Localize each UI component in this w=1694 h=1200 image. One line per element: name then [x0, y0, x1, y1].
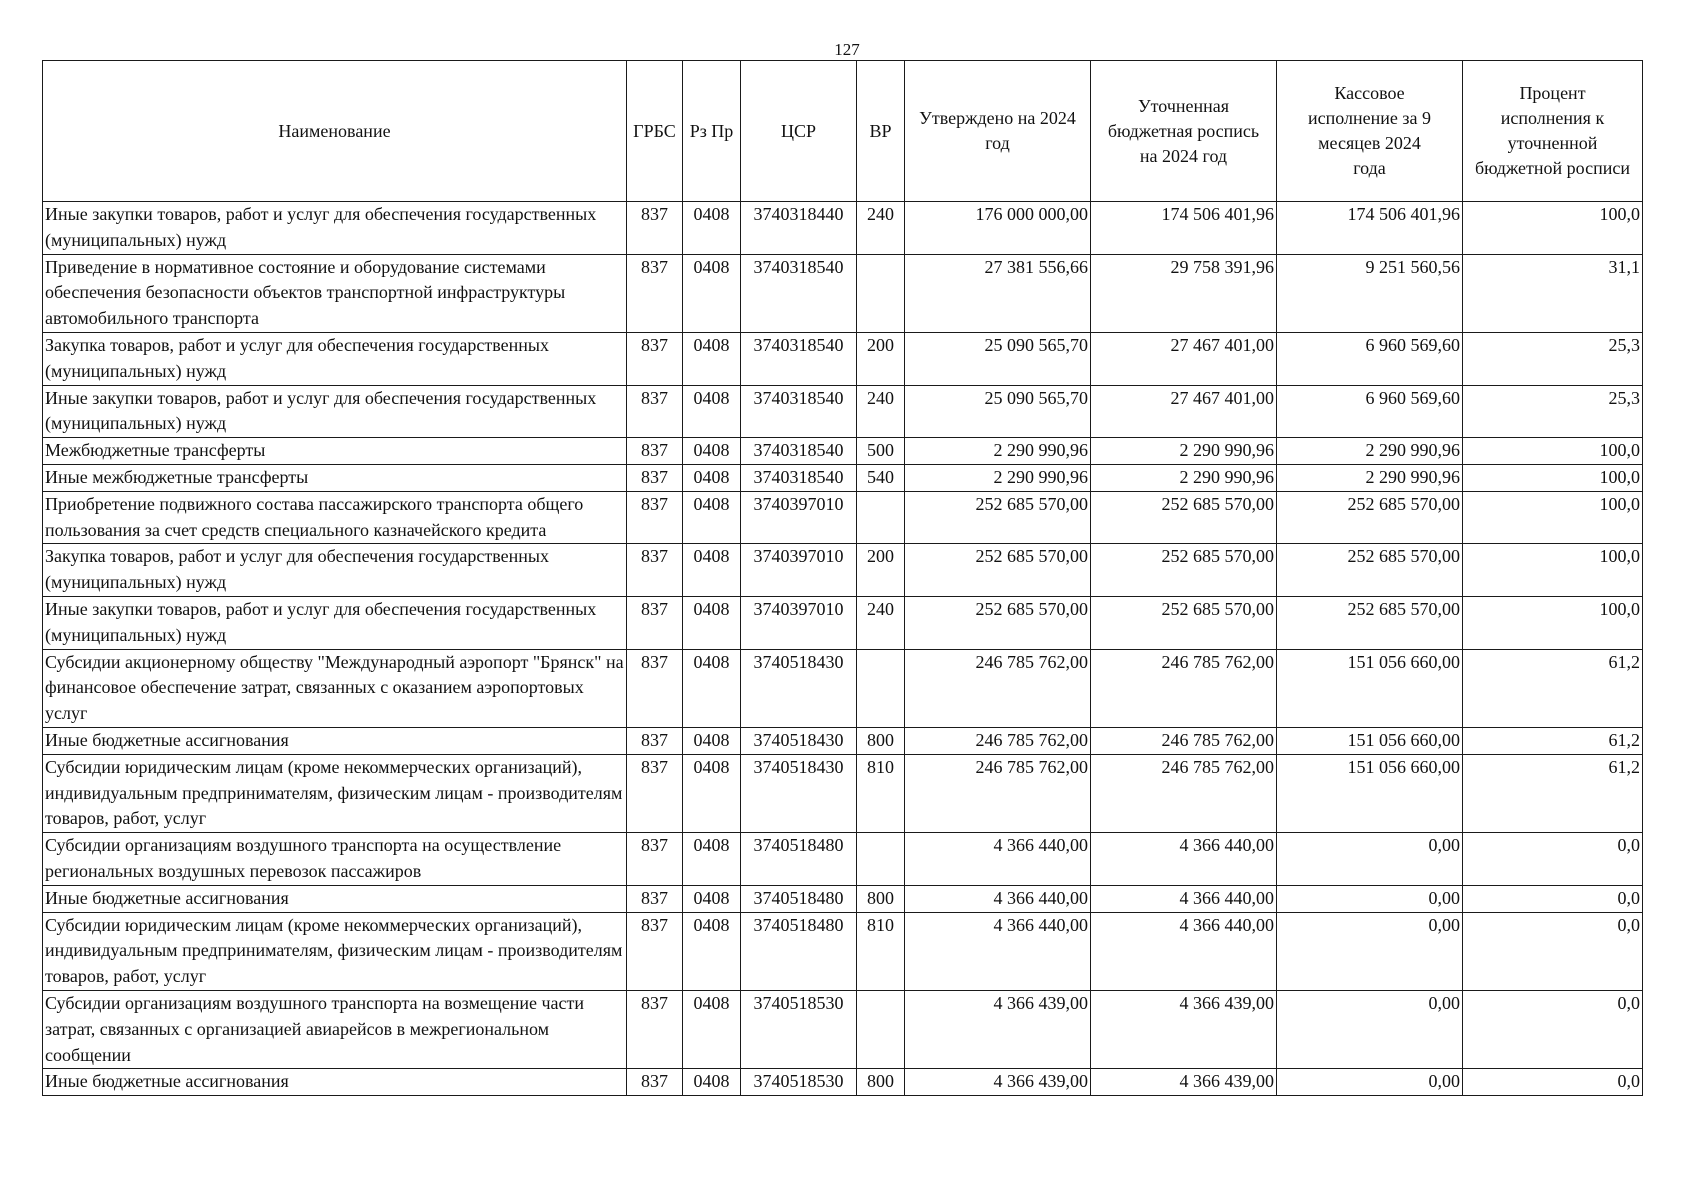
row-vr	[857, 649, 905, 727]
row-rzpr: 0408	[683, 754, 741, 832]
row-name: Иные межбюджетные трансферты	[43, 464, 627, 491]
header-csr: ЦСР	[741, 61, 857, 202]
row-grbs: 837	[627, 202, 683, 255]
row-vr: 240	[857, 596, 905, 649]
row-name: Субсидии акционерному обществу "Международный аэропорт "Брянск" на финансовое обеспечение затрат, связанных с оказанием аэропортовых услуг	[43, 649, 627, 727]
budget-execution-table	[42, 60, 1643, 1096]
row-approved: 4 366 440,00	[905, 833, 1091, 886]
row-rzpr: 0408	[683, 649, 741, 727]
row-cash: 151 056 660,00	[1277, 649, 1463, 727]
table-row	[43, 1069, 1643, 1096]
row-vr: 240	[857, 385, 905, 438]
row-percent: 100,0	[1463, 438, 1643, 465]
row-rzpr: 0408	[683, 332, 741, 385]
row-cash: 151 056 660,00	[1277, 754, 1463, 832]
row-csr: 3740518480	[741, 912, 857, 990]
row-refined: 4 366 439,00	[1091, 990, 1277, 1068]
row-name: Субсидии юридическим лицам (кроме некоммерческих организаций), индивидуальным предпринимателям, физическим лицам - производителям товаров, работ, услуг	[43, 912, 627, 990]
page-number: 127	[834, 40, 860, 59]
table-row	[43, 385, 1643, 438]
row-grbs: 837	[627, 464, 683, 491]
row-percent: 0,0	[1463, 885, 1643, 912]
row-grbs: 837	[627, 596, 683, 649]
table-row	[43, 254, 1643, 332]
row-cash: 174 506 401,96	[1277, 202, 1463, 255]
row-percent: 0,0	[1463, 990, 1643, 1068]
row-name: Иные бюджетные ассигнования	[43, 885, 627, 912]
row-refined: 252 685 570,00	[1091, 491, 1277, 544]
row-rzpr: 0408	[683, 544, 741, 597]
row-approved: 2 290 990,96	[905, 464, 1091, 491]
row-rzpr: 0408	[683, 438, 741, 465]
row-approved: 25 090 565,70	[905, 385, 1091, 438]
row-rzpr: 0408	[683, 254, 741, 332]
header-row	[43, 61, 1643, 202]
row-refined: 29 758 391,96	[1091, 254, 1277, 332]
row-name: Иные бюджетные ассигнования	[43, 727, 627, 754]
row-vr: 810	[857, 754, 905, 832]
row-name: Приведение в нормативное состояние и оборудование системами обеспечения безопасности объектов транспортной инфраструктуры автомобильного транспорта	[43, 254, 627, 332]
header-vr: ВР	[857, 61, 905, 202]
row-csr: 3740318540	[741, 438, 857, 465]
row-cash: 2 290 990,96	[1277, 464, 1463, 491]
table-row	[43, 912, 1643, 990]
header-percent: Процент исполнения к уточненной бюджетной росписи	[1463, 61, 1643, 202]
row-percent: 100,0	[1463, 544, 1643, 597]
table-row	[43, 727, 1643, 754]
row-name: Субсидии юридическим лицам (кроме некоммерческих организаций), индивидуальным предпринимателям, физическим лицам - производителям товаров, работ, услуг	[43, 754, 627, 832]
table-row	[43, 754, 1643, 832]
row-percent: 100,0	[1463, 202, 1643, 255]
row-vr: 200	[857, 544, 905, 597]
row-vr: 800	[857, 727, 905, 754]
row-cash: 151 056 660,00	[1277, 727, 1463, 754]
row-refined: 2 290 990,96	[1091, 438, 1277, 465]
table-row	[43, 544, 1643, 597]
row-vr: 800	[857, 885, 905, 912]
row-approved: 252 685 570,00	[905, 544, 1091, 597]
row-rzpr: 0408	[683, 385, 741, 438]
row-percent: 61,2	[1463, 727, 1643, 754]
row-approved: 246 785 762,00	[905, 754, 1091, 832]
row-rzpr: 0408	[683, 885, 741, 912]
row-csr: 3740318540	[741, 254, 857, 332]
row-csr: 3740397010	[741, 544, 857, 597]
row-refined: 246 785 762,00	[1091, 727, 1277, 754]
row-name: Приобретение подвижного состава пассажирского транспорта общего пользования за счет средств специального казначейского кредита	[43, 491, 627, 544]
row-approved: 252 685 570,00	[905, 491, 1091, 544]
row-cash: 6 960 569,60	[1277, 332, 1463, 385]
row-grbs: 837	[627, 438, 683, 465]
row-percent: 100,0	[1463, 491, 1643, 544]
row-approved: 176 000 000,00	[905, 202, 1091, 255]
row-approved: 4 366 440,00	[905, 912, 1091, 990]
row-csr: 3740318540	[741, 385, 857, 438]
row-cash: 0,00	[1277, 885, 1463, 912]
row-approved: 4 366 439,00	[905, 990, 1091, 1068]
table-row	[43, 438, 1643, 465]
row-percent: 0,0	[1463, 912, 1643, 990]
row-percent: 100,0	[1463, 464, 1643, 491]
row-refined: 246 785 762,00	[1091, 754, 1277, 832]
row-percent: 25,3	[1463, 385, 1643, 438]
table-row	[43, 833, 1643, 886]
row-cash: 2 290 990,96	[1277, 438, 1463, 465]
row-cash: 9 251 560,56	[1277, 254, 1463, 332]
row-percent: 61,2	[1463, 649, 1643, 727]
table-row	[43, 464, 1643, 491]
row-vr: 540	[857, 464, 905, 491]
row-name: Закупка товаров, работ и услуг для обеспечения государственных (муниципальных) нужд	[43, 544, 627, 597]
row-csr: 3740518480	[741, 833, 857, 886]
header-grbs: ГРБС	[627, 61, 683, 202]
row-refined: 27 467 401,00	[1091, 332, 1277, 385]
row-vr	[857, 833, 905, 886]
row-csr: 3740518530	[741, 1069, 857, 1096]
row-percent: 31,1	[1463, 254, 1643, 332]
row-approved: 27 381 556,66	[905, 254, 1091, 332]
row-name: Субсидии организациям воздушного транспорта на осуществление региональных воздушных перевозок пассажиров	[43, 833, 627, 886]
row-cash: 0,00	[1277, 833, 1463, 886]
row-grbs: 837	[627, 254, 683, 332]
row-refined: 174 506 401,96	[1091, 202, 1277, 255]
row-rzpr: 0408	[683, 912, 741, 990]
row-rzpr: 0408	[683, 491, 741, 544]
row-grbs: 837	[627, 990, 683, 1068]
row-grbs: 837	[627, 754, 683, 832]
row-grbs: 837	[627, 649, 683, 727]
row-grbs: 837	[627, 885, 683, 912]
row-name: Иные закупки товаров, работ и услуг для обеспечения государственных (муниципальных) нужд	[43, 202, 627, 255]
row-name: Закупка товаров, работ и услуг для обеспечения государственных (муниципальных) нужд	[43, 332, 627, 385]
row-approved: 25 090 565,70	[905, 332, 1091, 385]
row-name: Иные закупки товаров, работ и услуг для обеспечения государственных (муниципальных) нужд	[43, 385, 627, 438]
row-approved: 4 366 440,00	[905, 885, 1091, 912]
row-grbs: 837	[627, 727, 683, 754]
row-csr: 3740518530	[741, 990, 857, 1068]
row-rzpr: 0408	[683, 990, 741, 1068]
row-refined: 27 467 401,00	[1091, 385, 1277, 438]
row-approved: 246 785 762,00	[905, 649, 1091, 727]
row-rzpr: 0408	[683, 727, 741, 754]
row-vr: 500	[857, 438, 905, 465]
row-csr: 3740518430	[741, 727, 857, 754]
row-percent: 100,0	[1463, 596, 1643, 649]
row-refined: 4 366 439,00	[1091, 1069, 1277, 1096]
row-grbs: 837	[627, 1069, 683, 1096]
table-row	[43, 202, 1643, 255]
row-refined: 4 366 440,00	[1091, 885, 1277, 912]
row-refined: 2 290 990,96	[1091, 464, 1277, 491]
row-percent: 0,0	[1463, 833, 1643, 886]
row-rzpr: 0408	[683, 833, 741, 886]
row-cash: 252 685 570,00	[1277, 596, 1463, 649]
table-row	[43, 990, 1643, 1068]
row-cash: 252 685 570,00	[1277, 544, 1463, 597]
table-row	[43, 885, 1643, 912]
row-cash: 0,00	[1277, 990, 1463, 1068]
row-vr	[857, 254, 905, 332]
row-name: Иные бюджетные ассигнования	[43, 1069, 627, 1096]
row-csr: 3740318540	[741, 464, 857, 491]
row-grbs: 837	[627, 385, 683, 438]
row-vr	[857, 990, 905, 1068]
row-csr: 3740318440	[741, 202, 857, 255]
table-row	[43, 491, 1643, 544]
row-percent: 61,2	[1463, 754, 1643, 832]
row-percent: 0,0	[1463, 1069, 1643, 1096]
row-grbs: 837	[627, 912, 683, 990]
row-name: Субсидии организациям воздушного транспорта на возмещение части затрат, связанных с организацией авиарейсов в межрегиональном сообщении	[43, 990, 627, 1068]
row-csr: 3740397010	[741, 596, 857, 649]
row-refined: 252 685 570,00	[1091, 596, 1277, 649]
row-grbs: 837	[627, 491, 683, 544]
row-vr: 810	[857, 912, 905, 990]
row-vr: 800	[857, 1069, 905, 1096]
table-row	[43, 596, 1643, 649]
row-cash: 6 960 569,60	[1277, 385, 1463, 438]
header-approved: Утверждено на 2024 год	[905, 61, 1091, 202]
row-cash: 252 685 570,00	[1277, 491, 1463, 544]
table-row	[43, 332, 1643, 385]
row-grbs: 837	[627, 544, 683, 597]
row-cash: 0,00	[1277, 912, 1463, 990]
row-approved: 4 366 439,00	[905, 1069, 1091, 1096]
row-vr: 240	[857, 202, 905, 255]
header-name: Наименование	[43, 61, 627, 202]
row-cash: 0,00	[1277, 1069, 1463, 1096]
row-rzpr: 0408	[683, 202, 741, 255]
header-cash: Кассовое исполнение за 9 месяцев 2024 года	[1277, 61, 1463, 202]
row-rzpr: 0408	[683, 596, 741, 649]
table-row	[43, 649, 1643, 727]
row-refined: 252 685 570,00	[1091, 544, 1277, 597]
row-csr: 3740518430	[741, 649, 857, 727]
row-csr: 3740318540	[741, 332, 857, 385]
header-refined: Уточненная бюджетная роспись на 2024 год	[1091, 61, 1277, 202]
row-grbs: 837	[627, 332, 683, 385]
row-rzpr: 0408	[683, 464, 741, 491]
row-percent: 25,3	[1463, 332, 1643, 385]
row-csr: 3740518430	[741, 754, 857, 832]
row-grbs: 837	[627, 833, 683, 886]
row-refined: 4 366 440,00	[1091, 912, 1277, 990]
row-refined: 246 785 762,00	[1091, 649, 1277, 727]
row-approved: 252 685 570,00	[905, 596, 1091, 649]
row-csr: 3740518480	[741, 885, 857, 912]
row-name: Иные закупки товаров, работ и услуг для обеспечения государственных (муниципальных) нужд	[43, 596, 627, 649]
row-rzpr: 0408	[683, 1069, 741, 1096]
row-approved: 246 785 762,00	[905, 727, 1091, 754]
row-csr: 3740397010	[741, 491, 857, 544]
row-approved: 2 290 990,96	[905, 438, 1091, 465]
row-name: Межбюджетные трансферты	[43, 438, 627, 465]
header-rzpr: Рз Пр	[683, 61, 741, 202]
row-vr	[857, 491, 905, 544]
row-refined: 4 366 440,00	[1091, 833, 1277, 886]
row-vr: 200	[857, 332, 905, 385]
